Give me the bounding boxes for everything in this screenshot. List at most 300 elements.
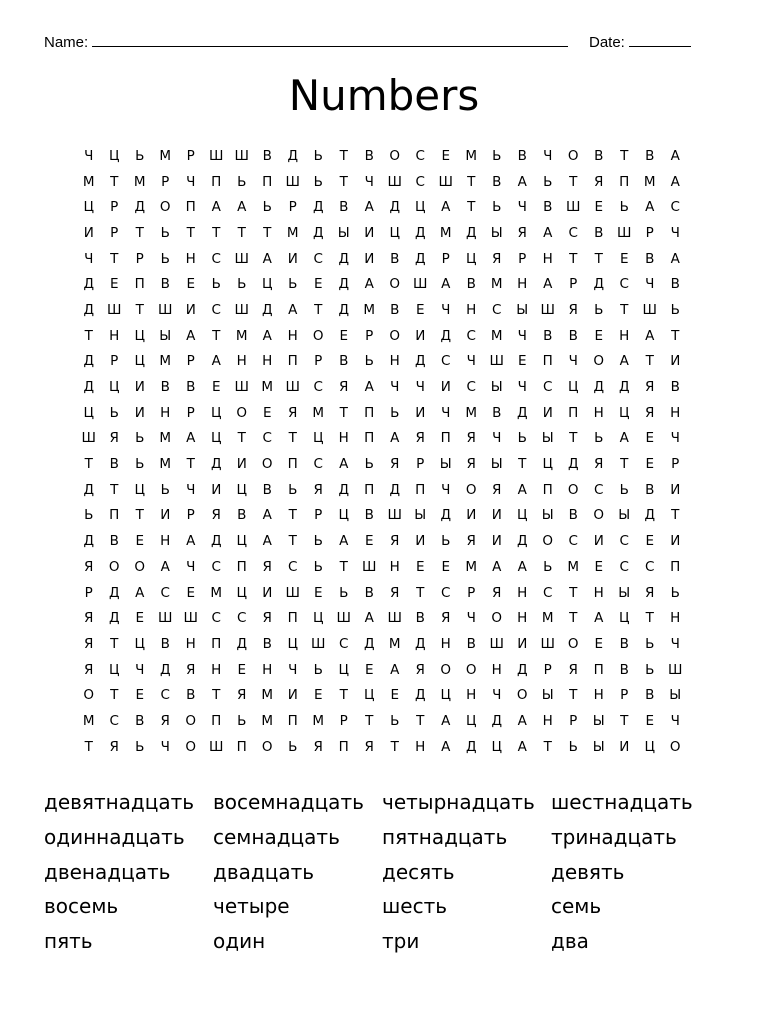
grid-letter: П — [109, 507, 120, 524]
word-list-item: десять — [382, 859, 455, 884]
grid-letter: Р — [110, 224, 119, 241]
grid-letter: Е — [415, 558, 425, 575]
grid-letter: Ц — [134, 481, 145, 498]
grid-letter: Ц — [134, 635, 145, 652]
grid-letter: В — [109, 456, 119, 473]
grid-letter: Я — [390, 584, 400, 601]
word-list-item: восемнадцать — [213, 790, 364, 814]
grid-letter: Д — [312, 199, 324, 216]
grid-letter: А — [492, 558, 502, 575]
grid-letter: Т — [569, 250, 578, 267]
grid-letter: М — [312, 712, 325, 729]
grid-letter: Н — [109, 327, 120, 344]
grid-letter: Я — [492, 584, 502, 601]
grid-letter: Н — [491, 661, 502, 678]
grid-letter: Ы — [414, 507, 427, 524]
grid-letter: Е — [135, 687, 145, 704]
grid-letter: М — [159, 353, 172, 370]
grid-letter: В — [364, 147, 374, 164]
grid-letter: Ь — [313, 558, 323, 575]
word-list — [44, 790, 720, 964]
word-list-item: семь — [551, 894, 602, 919]
grid-letter: Д — [83, 481, 95, 498]
grid-letter: Я — [109, 738, 119, 755]
grid-letter: Ь — [237, 276, 247, 293]
grid-letter: Т — [110, 250, 119, 267]
grid-letter: И — [670, 353, 681, 370]
grid-letter: А — [135, 584, 145, 601]
grid-letter: Д — [389, 199, 401, 216]
word-list-item: шестнадцать — [551, 790, 693, 814]
grid-letter: М — [363, 301, 376, 318]
grid-letter: С — [466, 327, 476, 344]
grid-letter: П — [287, 610, 298, 627]
grid-letter: Р — [288, 199, 297, 216]
grid-letter: В — [186, 687, 196, 704]
grid-letter: Ш — [387, 507, 402, 524]
grid-letter: П — [236, 558, 247, 575]
grid-letter: Ч — [186, 558, 196, 575]
grid-letter: Т — [212, 327, 221, 344]
grid-letter: С — [109, 712, 119, 729]
grid-letter: И — [415, 404, 426, 421]
grid-letter: И — [160, 507, 171, 524]
grid-letter: О — [236, 404, 248, 421]
grid-letter: Ы — [439, 456, 452, 473]
grid-letter: Р — [314, 353, 323, 370]
grid-letter: А — [390, 661, 400, 678]
grid-letter: Я — [492, 250, 502, 267]
grid-letter: Ц — [517, 507, 528, 524]
grid-letter: Т — [620, 456, 629, 473]
grid-letter: А — [262, 507, 272, 524]
grid-letter: М — [439, 224, 452, 241]
grid-letter: Д — [287, 147, 299, 164]
grid-letter: Ш — [489, 353, 504, 370]
grid-letter: П — [134, 276, 145, 293]
grid-letter: Я — [84, 635, 94, 652]
grid-letter: Д — [83, 276, 95, 293]
grid-letter: Н — [185, 250, 196, 267]
grid-letter: А — [645, 327, 655, 344]
grid-letter: А — [211, 199, 221, 216]
grid-letter: Н — [517, 276, 528, 293]
grid-letter: Д — [108, 584, 120, 601]
grid-letter: Н — [466, 301, 477, 318]
grid-letter: В — [390, 301, 400, 318]
grid-letter: М — [133, 173, 146, 190]
word-list-item: семнадцать — [213, 824, 340, 849]
grid-letter: Я — [262, 610, 272, 627]
grid-letter: С — [670, 199, 680, 216]
grid-letter: Т — [110, 173, 119, 190]
grid-letter: А — [645, 199, 655, 216]
grid-letter: И — [262, 584, 273, 601]
grid-letter: Ь — [262, 199, 272, 216]
grid-letter: Ь — [339, 584, 349, 601]
grid-letter: Н — [542, 712, 553, 729]
grid-letter: П — [542, 353, 553, 370]
grid-letter: Ь — [670, 584, 680, 601]
grid-letter: Ь — [670, 301, 680, 318]
grid-letter: Е — [517, 353, 527, 370]
grid-letter: Ь — [288, 738, 298, 755]
worksheet-header — [44, 32, 696, 52]
grid-letter: Т — [339, 687, 348, 704]
grid-letter: И — [287, 687, 298, 704]
grid-letter: Ч — [568, 353, 578, 370]
page-title: Numbers — [288, 71, 480, 120]
grid-letter: А — [441, 276, 451, 293]
grid-letter: А — [237, 199, 247, 216]
grid-letter: В — [670, 379, 680, 396]
grid-letter: С — [568, 533, 578, 550]
grid-letter: А — [517, 738, 527, 755]
word-list-item: четырнадцать — [382, 790, 535, 814]
grid-letter: С — [313, 456, 323, 473]
grid-letter: П — [211, 173, 222, 190]
grid-letter: Ш — [668, 661, 683, 678]
grid-letter: Т — [135, 224, 144, 241]
grid-letter: Т — [543, 738, 552, 755]
word-list-item: двенадцать — [44, 859, 171, 884]
grid-letter: Д — [108, 610, 120, 627]
grid-letter: Е — [135, 533, 145, 550]
grid-letter: Ь — [135, 430, 145, 447]
grid-letter: И — [287, 250, 298, 267]
grid-letter: Е — [645, 430, 655, 447]
grid-letter: Ч — [441, 404, 451, 421]
grid-letter: О — [159, 199, 171, 216]
grid-letter: Д — [516, 404, 528, 421]
grid-letter: Ш — [209, 147, 224, 164]
grid-letter: В — [670, 276, 680, 293]
grid-letter: Е — [594, 558, 604, 575]
grid-letter: Т — [416, 712, 425, 729]
grid-letter: Н — [517, 610, 528, 627]
grid-letter: Е — [313, 584, 323, 601]
grid-letter: А — [517, 558, 527, 575]
grid-letter: Д — [414, 635, 426, 652]
date-field-group — [589, 32, 691, 51]
grid-letter: Ц — [568, 379, 579, 396]
grid-letter: Ы — [541, 687, 554, 704]
grid-letter: А — [441, 712, 451, 729]
grid-letter: Р — [518, 250, 527, 267]
grid-letter: В — [645, 687, 655, 704]
grid-letter: С — [160, 584, 170, 601]
grid-letter: Я — [645, 404, 655, 421]
grid-letter: М — [210, 584, 223, 601]
word-list-item: девятнадцать — [44, 790, 195, 814]
grid-letter: Т — [594, 250, 603, 267]
grid-letter: Я — [211, 507, 221, 524]
grid-letter: Ш — [285, 584, 300, 601]
grid-letter: П — [619, 173, 630, 190]
grid-letter: Т — [645, 353, 654, 370]
grid-letter: Н — [670, 404, 681, 421]
grid-letter: Ц — [313, 610, 324, 627]
grid-letter: И — [185, 301, 196, 318]
grid-letter: М — [567, 558, 580, 575]
grid-letter: Ы — [516, 301, 529, 318]
grid-letter: Ы — [618, 507, 631, 524]
grid-letter: В — [568, 507, 578, 524]
grid-letter: М — [82, 712, 95, 729]
grid-letter: М — [159, 430, 172, 447]
grid-letter: Д — [414, 687, 426, 704]
grid-letter: Ь — [160, 250, 170, 267]
grid-letter: А — [262, 250, 272, 267]
grid-letter: С — [211, 301, 221, 318]
grid-letter: Т — [84, 327, 93, 344]
grid-letter: Ш — [362, 558, 377, 575]
grid-letter: Ц — [236, 584, 247, 601]
grid-letter: Д — [465, 224, 477, 241]
grid-letter: Ь — [568, 738, 578, 755]
grid-letter: Ь — [364, 353, 374, 370]
grid-letter: Т — [620, 712, 629, 729]
grid-letter: Ц — [313, 430, 324, 447]
grid-letter: А — [211, 353, 221, 370]
grid-letter: Ш — [107, 301, 122, 318]
grid-letter: В — [594, 147, 604, 164]
grid-letter: Я — [466, 430, 476, 447]
grid-letter: Ы — [337, 224, 350, 241]
grid-letter: Ц — [262, 276, 273, 293]
grid-letter: Я — [84, 661, 94, 678]
grid-letter: Е — [339, 327, 349, 344]
grid-letter: Н — [670, 610, 681, 627]
grid-letter: О — [516, 687, 528, 704]
grid-letter: Д — [593, 379, 605, 396]
grid-letter: Н — [440, 635, 451, 652]
grid-letter: Ш — [234, 147, 249, 164]
grid-letter: Т — [135, 507, 144, 524]
grid-letter: И — [415, 533, 426, 550]
grid-letter: Р — [645, 224, 654, 241]
grid-letter: Р — [441, 250, 450, 267]
grid-letter: Ь — [390, 712, 400, 729]
grid-letter: А — [364, 199, 374, 216]
grid-letter: О — [465, 661, 477, 678]
word-list-item: шесть — [382, 894, 448, 919]
grid-letter: Н — [389, 353, 400, 370]
grid-letter: Ч — [288, 661, 298, 678]
grid-letter: Ь — [390, 404, 400, 421]
grid-letter: С — [619, 533, 629, 550]
grid-letter: А — [441, 199, 451, 216]
grid-letter: Р — [186, 404, 195, 421]
grid-letter: Н — [415, 738, 426, 755]
grid-letter: Я — [288, 404, 298, 421]
grid-letter: И — [670, 533, 681, 550]
grid-letter: Т — [569, 173, 578, 190]
grid-letter: М — [286, 224, 299, 241]
grid-letter: Ь — [211, 276, 221, 293]
grid-letter: Н — [262, 353, 273, 370]
grid-letter: Н — [338, 430, 349, 447]
grid-letter: Н — [542, 250, 553, 267]
grid-letter: Р — [467, 584, 476, 601]
grid-letter: С — [160, 687, 170, 704]
grid-letter: В — [160, 276, 170, 293]
grid-letter: Ш — [617, 224, 632, 241]
grid-letter: А — [543, 276, 553, 293]
grid-letter: В — [517, 147, 527, 164]
grid-letter: Т — [518, 456, 527, 473]
grid-letter: Ь — [313, 533, 323, 550]
grid-letter: Д — [440, 327, 452, 344]
grid-letter: Ш — [566, 199, 581, 216]
grid-letter: Е — [186, 276, 196, 293]
grid-letter: Ц — [619, 610, 630, 627]
grid-letter: П — [415, 481, 426, 498]
grid-letter: О — [389, 147, 401, 164]
grid-letter: А — [543, 224, 553, 241]
grid-letter: Д — [210, 456, 222, 473]
grid-letter: А — [364, 610, 374, 627]
grid-letter: Н — [262, 661, 273, 678]
grid-letter: Р — [569, 712, 578, 729]
grid-letter: П — [185, 199, 196, 216]
grid-letter: Ш — [285, 379, 300, 396]
grid-letter: Ч — [645, 276, 655, 293]
grid-letter: Я — [568, 661, 578, 678]
grid-letter: Ц — [134, 327, 145, 344]
grid-letter: И — [364, 224, 375, 241]
grid-letter: С — [466, 379, 476, 396]
grid-letter: Ц — [287, 635, 298, 652]
grid-letter: М — [82, 173, 95, 190]
grid-letter: В — [237, 507, 247, 524]
grid-letter: И — [542, 404, 553, 421]
grid-letter: Ш — [81, 430, 96, 447]
grid-letter: Ы — [618, 584, 631, 601]
grid-letter: Ш — [285, 173, 300, 190]
grid-letter: Я — [237, 687, 247, 704]
word-list-item: девять — [551, 859, 625, 884]
grid-letter: В — [492, 404, 502, 421]
grid-letter: Я — [645, 584, 655, 601]
grid-letter: А — [339, 533, 349, 550]
grid-letter: В — [619, 635, 629, 652]
grid-letter: Я — [645, 379, 655, 396]
grid-letter: Д — [440, 507, 452, 524]
grid-letter: Ь — [313, 173, 323, 190]
name-blank-line — [92, 32, 568, 47]
grid-letter: Ч — [415, 379, 425, 396]
grid-letter: С — [619, 276, 629, 293]
grid-letter: Т — [314, 301, 323, 318]
grid-letter: Ь — [313, 661, 323, 678]
grid-letter: Ы — [490, 379, 503, 396]
grid-letter: Ь — [517, 430, 527, 447]
grid-letter: А — [670, 173, 680, 190]
grid-letter: Т — [135, 301, 144, 318]
grid-letter: О — [669, 738, 681, 755]
grid-letter: О — [185, 712, 197, 729]
grid-letter: Я — [466, 533, 476, 550]
grid-letter: Д — [593, 276, 605, 293]
grid-letter: А — [619, 353, 629, 370]
grid-letter: М — [159, 456, 172, 473]
grid-letter: О — [567, 481, 579, 498]
grid-letter: М — [490, 276, 503, 293]
grid-letter: В — [160, 635, 170, 652]
grid-letter: С — [543, 584, 553, 601]
grid-letter: Ы — [490, 456, 503, 473]
grid-letter: В — [262, 635, 272, 652]
grid-letter: В — [645, 481, 655, 498]
grid-letter: Ц — [83, 404, 94, 421]
grid-letter: В — [262, 481, 272, 498]
grid-letter: Т — [467, 199, 476, 216]
grid-letter: Ь — [160, 224, 170, 241]
grid-letter: А — [364, 379, 374, 396]
grid-letter: Р — [110, 199, 119, 216]
grid-letter: Н — [517, 584, 528, 601]
grid-letter: Д — [338, 301, 350, 318]
grid-letter: Я — [186, 661, 196, 678]
grid-letter: Ь — [543, 173, 553, 190]
grid-letter: Д — [414, 250, 426, 267]
grid-letter: Ь — [594, 301, 604, 318]
grid-letter: И — [364, 250, 375, 267]
grid-letter: В — [594, 224, 604, 241]
grid-letter: Я — [517, 224, 527, 241]
grid-letter: Р — [135, 250, 144, 267]
grid-letter: Д — [338, 481, 350, 498]
grid-letter: С — [313, 250, 323, 267]
grid-letter: И — [619, 738, 630, 755]
grid-letter: П — [593, 661, 604, 678]
word-list-item: два — [551, 929, 589, 954]
grid-letter: В — [364, 507, 374, 524]
grid-letter: Ч — [135, 661, 145, 678]
grid-letter: В — [466, 276, 476, 293]
grid-letter: П — [211, 635, 222, 652]
grid-letter: В — [492, 173, 502, 190]
grid-letter: О — [134, 558, 146, 575]
grid-letter: С — [415, 173, 425, 190]
grid-letter: Ц — [644, 738, 655, 755]
grid-letter: Е — [364, 533, 374, 550]
grid-letter: Ш — [540, 635, 555, 652]
grid-letter: П — [287, 353, 298, 370]
grid-letter: Ш — [158, 301, 173, 318]
grid-letter: Ш — [413, 276, 428, 293]
date-label: Date: — [589, 34, 625, 51]
grid-letter: С — [237, 610, 247, 627]
grid-letter: А — [364, 276, 374, 293]
grid-letter: О — [261, 456, 273, 473]
grid-letter: Т — [339, 173, 348, 190]
grid-letter: Ч — [543, 147, 553, 164]
grid-letter: Т — [212, 687, 221, 704]
grid-letter: Т — [237, 224, 246, 241]
grid-letter: В — [568, 327, 578, 344]
grid-letter: С — [645, 558, 655, 575]
grid-letter: Я — [415, 661, 425, 678]
grid-letter: Ч — [186, 481, 196, 498]
grid-letter: Ь — [492, 199, 502, 216]
grid-letter: И — [134, 404, 145, 421]
grid-letter: Ч — [466, 353, 476, 370]
grid-letter: Т — [620, 301, 629, 318]
grid-letter: М — [465, 147, 478, 164]
grid-letter: Н — [211, 661, 222, 678]
